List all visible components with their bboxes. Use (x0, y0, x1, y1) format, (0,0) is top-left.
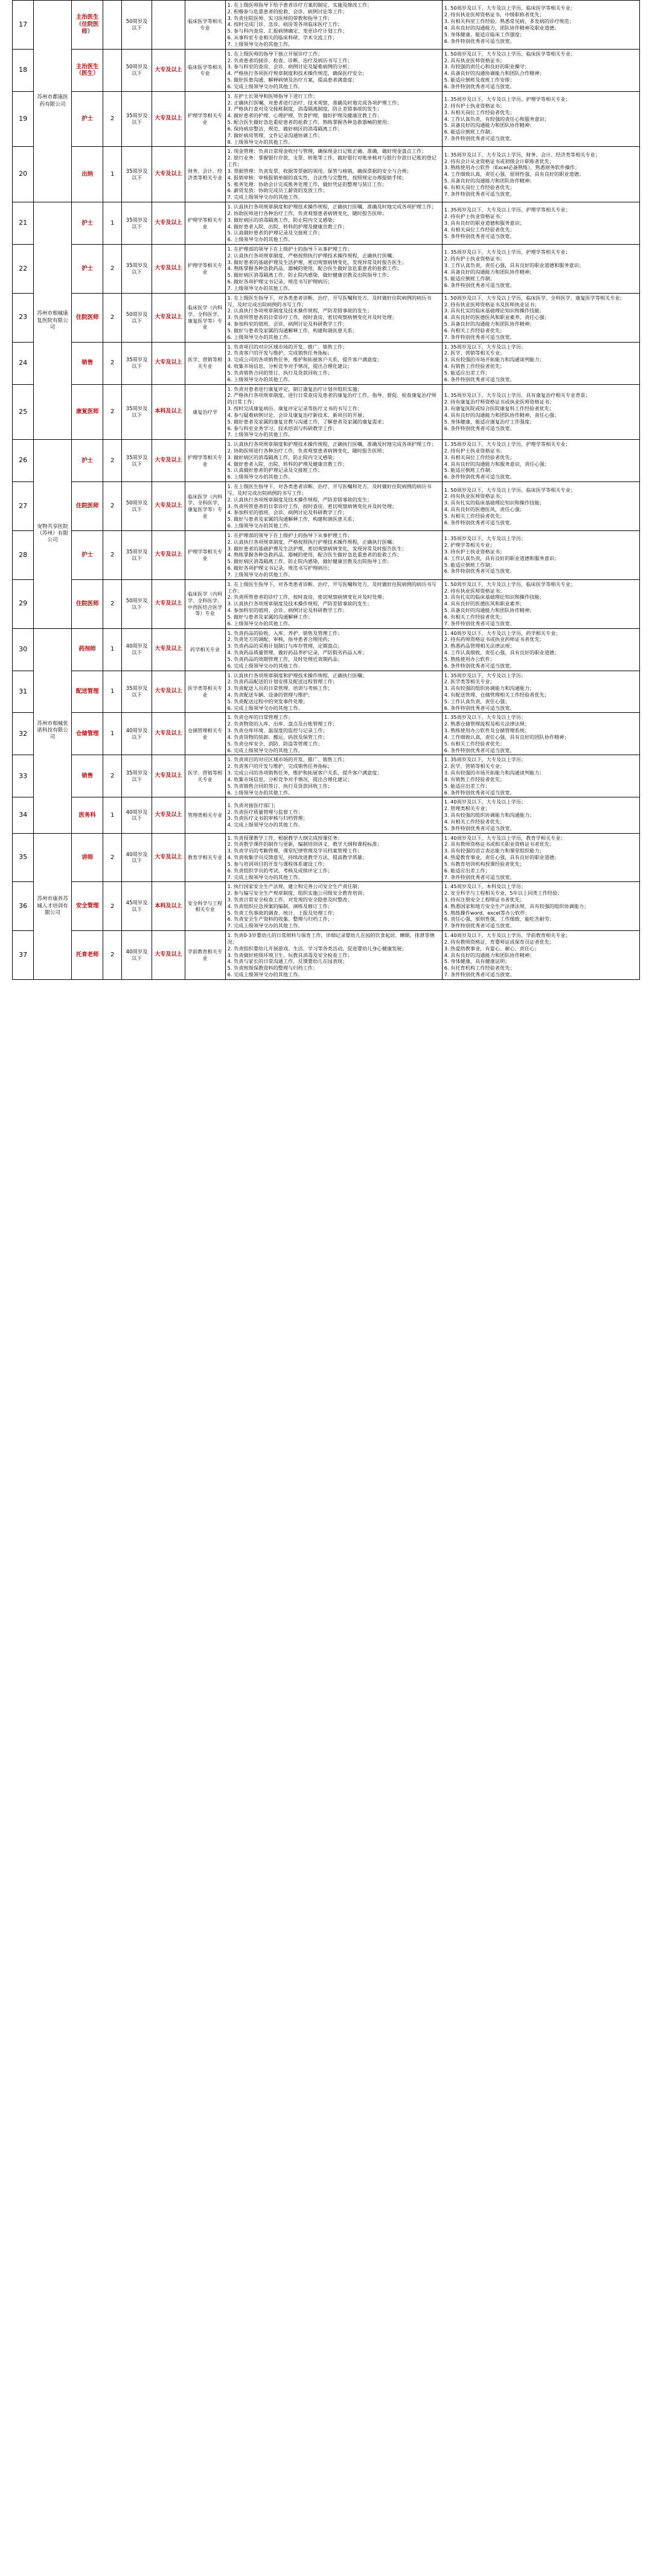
table-row (13, 482, 640, 531)
age-requirement: 35周岁及以下 (122, 440, 152, 482)
row-number: 24 (13, 342, 34, 384)
job-requirements: 1. 35周岁及以下，大专及以上学历，护理学等相关专业； 2. 持有护士执业资格证书； 3. 具有良好的职业道德和服务意识； 4. 有相关岗位工作经验者优先； 5. 条件特别优秀者可适当放宽。 (442, 202, 639, 245)
post-name: 康复医师 (72, 384, 103, 440)
age-requirement: 35周岁及以下 (122, 755, 152, 797)
row-number: 30 (13, 628, 34, 671)
age-requirement: 35周岁及以下 (122, 530, 152, 579)
job-requirements: 1. 35周岁及以下，大专及以上学历，护理学等相关专业； 2. 持有护士执业资格证书； 3. 有相关岗位工作经验者优先； 4. 具有良好的沟通能力和服务意识，责任心强； 5. 能适应倒班工作制； 6. 条件特别优秀者可适当放宽。 (442, 440, 639, 482)
job-requirements: 1. 50周岁及以下，大专及以上学历，临床医学、全科医学、康复医学等相关专业； 2. 持有执业医师资格证书及医师执业证书； 3. 具有扎实的临床基础理论知识和操作技能； 4. 具有良好的医德医风和职业素养，责任心强； 5. 具备良好的沟通能力和团队协作精神； 6. 有相关工作经验者优先； 7. 条件特别优秀者可适当放宽。 (442, 293, 639, 342)
table-row (13, 440, 640, 482)
row-number: 21 (13, 202, 34, 245)
age-requirement: 40周岁及以下 (122, 833, 152, 882)
job-requirements: 1. 40周岁及以下，大专及以上学历，药学相关专业； 2. 持有药师资格证书或执业药师证书者优先； 3. 熟悉药品管理相关法律法规； 4. 工作认真细致，责任心强，具有良好的职业道德； 5. 熟练使用办公软件； 6. 条件特别优秀者可适当放宽。 (442, 628, 639, 671)
headcount (103, 49, 122, 91)
post-name: 护士 (72, 244, 103, 293)
education-requirement: 大专及以上 (152, 440, 185, 482)
education-requirement: 本科及以上 (152, 384, 185, 440)
job-requirements: 1. 40周岁及以下，大专及以上学历； 2. 管理类相关专业； 3. 具有较强的组织协调能力和沟通能力； 4. 有相关工作经验者优先； 5. 条件特别优秀者可适当放宽。 (442, 797, 639, 833)
post-name: 托育老师 (72, 931, 103, 980)
table-row (13, 797, 640, 833)
post-name: 讲师 (72, 833, 103, 882)
post-name: 配送管理 (72, 671, 103, 713)
major-requirement: 康复治疗学 (185, 384, 225, 440)
education-requirement: 大专及以上 (152, 91, 185, 147)
post-name: 主治医生（住院医师） (72, 1, 103, 50)
age-requirement: 40周岁及以下 (122, 797, 152, 833)
headcount: 2 (103, 530, 122, 579)
table-row (13, 882, 640, 931)
job-duties: 1. 现金管理：负责日常现金收付与管理，确保现金日记账正确、准确，做好现金盘点工作； 2. 银行业务：掌握银行存款、支票、转账等工作，做好银行对账单核对与银行存款日记账的登记工作； 3. 票据管理：负责发票、收据等票据的领用、保管与核销，确保票据的安全与合规； 4. 报销审核：审核报销单据的真实性、合法性与完整性，按照规定办理报销手续； 5. 账务处理：协助会计完成账务处理工作，做好凭证的整理与装订工作； 6. 薪资发放：协助完成员工薪资的发放工作； 7. 完成上级领导交办的其他工作。 (225, 147, 442, 202)
job-requirements: 1. 40周岁及以下，大专及以上学历，教育学相关专业； 2. 具有教师资格证书或相关职业资格证书者优先； 3. 具有较强的语言表达能力和课堂组织能力； 4. 热爱教育事业，责任心强，具有良好的职业道德； 5. 有教育培训机构授课经验者优先； 6. 能适应出差工作； 7. 条件特别优秀者可适当放宽。 (442, 833, 639, 882)
major-requirement: 教育学相关专业 (185, 833, 225, 882)
age-requirement: 40周岁及以下 (122, 628, 152, 671)
employer-name: 苏州市康养苏城人才培训有限公司 (34, 833, 72, 979)
job-duties: 1. 负责对接医疗部门； 2. 负责医疗质量管理与监督工作； 3. 负责医疗文书的审核与归档管理； 4. 完成上级领导交办的其他工作。 (225, 797, 442, 833)
job-requirements: 1. 35周岁及以下，大专及以上学历，财务、会计、经济类等相关专业； 2. 持有会计从业资格证书或初级会计职称者优先； 3. 熟练使用办公软件（Excel必备熟练），熟悉财务软件操作； 4. 工作细致认真，责任心强，原则性强，具有良好的职业道德； 5. 具备良好的沟通能力和团队协作精神； 6. 有相关岗位工作经验者优先； 7. 条件特别优秀者可适当放宽。 (442, 147, 639, 202)
major-requirement: 临床医学等相关专业 (185, 1, 225, 50)
post-name: 出纳 (72, 147, 103, 202)
job-duties: 1. 负责授课教学工作，根据教学大纲完成授课任务； 2. 负责教学课件的制作与更新，编制培训讲义、教学大纲和课程标准； 3. 负责学员的考勤管理、课堂纪律管理及学员档案管理工作； 4. 负责收集学员反馈意见，持续改进教学方法，提高教学质量； 5. 参与培训项目的开发与课程体系建设工作； 6. 负责组织学员的考试、考核及成绩评定工作； 7. 完成上级领导交办的其他工作。 (225, 833, 442, 882)
major-requirement: 管理类相关专业 (185, 797, 225, 833)
job-duties: 1. 认真执行各项规章制度和护理技术操作规程，正确执行医嘱； 2. 负责药品配送的计划安排及配送过程管理工作； 3. 负责配送人员的日常管理、培训与考核工作； 4. 负责配送车辆、设备的管理与维护； 5. 负责配送过程中的突发事件处理； 6. 完成上级领导交办的其他工作。 (225, 671, 442, 713)
education-requirement: 大专及以上 (152, 628, 185, 671)
age-requirement: 40周岁及以下 (122, 931, 152, 980)
employer-name: 宠物共享医院（苏州）有限公司 (34, 440, 72, 628)
headcount: 2 (103, 833, 122, 882)
table-row (13, 147, 640, 202)
education-requirement: 本科及以上 (152, 882, 185, 931)
job-duties: 1. 在上级医生指导下，对各类患者诊断、治疗、开写医嘱和处方，及时做好住院病例的病历书写工作； 2. 负责所管患者的诊疗工作，按时查房，密切观察病情变化并及时处理； 3. 认真执行各项规章制度及技术操作规程，严防差错事故的发生； 4. 参加科室的值班、会诊、病例讨论及科研教学工作； 5. 做好与患者及家属的沟通解释工作； 6. 上级领导交办的其他工作。 (225, 579, 442, 628)
job-requirements: 1. 35周岁及以下，大专及以上学历； 2. 医学类等相关专业； 3. 具有较强的组织协调能力和沟通能力； 4. 有配送管理、仓储管理相关工作经验者优先； 5. 工作认真负责，责任心强； 6. 条件特别优秀者可适当放宽。 (442, 671, 639, 713)
table-row (13, 931, 640, 980)
table-body (13, 1, 640, 980)
row-number: 35 (13, 833, 34, 882)
job-requirements: 1. 35周岁及以下，大专及以上学历； 2. 护理学等相关专业； 3. 持有护士执业资格证书； 4. 工作认真负责，具有良好的职业道德和服务意识； 5. 能适应倒班工作制； 6. 条件特别优秀者可适当放宽。 (442, 530, 639, 579)
post-name: 销售 (72, 755, 103, 797)
major-requirement: 药学相关专业 (185, 628, 225, 671)
row-number: 22 (13, 244, 34, 293)
age-requirement: 50周岁及以下 (122, 482, 152, 531)
job-requirements: 1. 35周岁及以下，大专及以上学历； 2. 医学、营销等相关专业； 3. 具有较强的市场开拓能力和沟通谈判能力； 4. 有销售工作经验者优先； 5. 能适应出差工作； 6. 条件特别优秀者可适当放宽。 (442, 342, 639, 384)
education-requirement: 大专及以上 (152, 244, 185, 293)
job-requirements: 1. 40周岁及以下，大专及以上学历，学前教育相关专业； 2. 持有教师资格证、育婴师证或保育员证者优先； 3. 热爱幼教事业，有爱心、耐心、责任心； 4. 具有良好的沟通能力和团队协作精神； 5. 身体健康，具有健康证明； 6. 有托育机构工作经验者优先； 7. 条件特别优秀者可适当放宽。 (442, 931, 639, 980)
post-name: 住院医师 (72, 293, 103, 342)
job-duties: 1. 在护理部的领导下在上级护士的指导下从事护理工作； 2. 认真执行各项规章制度，严格按照执行护理技术操作规程，正确执行医嘱； 3. 做好患者的基础护理及生活护理，密切观察病情变化，发现异常及时报告医生； 4. 熟练掌握各种急救药品、器械的使用，配合医生做好急危重患者的抢救工作； 5. 做好病区消毒隔离工作，防止院内感染，做好健康宣教及出院指导工作； 6. 做好各项护理文书记录，规范书写护理病历； 7. 上级领导交办的其他工作。 (225, 530, 442, 579)
job-requirements: 1. 50周岁及以下，大专及以上学历，临床医学等相关专业； 2. 持有执业医师资格证书； 3. 具有扎实的临床基础理论知识和操作技能； 4. 具有良好的医德医风，责任心强； 5. 有相关工作经验者优先； 6. 条件特别优秀者可适当放宽。 (442, 482, 639, 531)
post-name: 住院医师 (72, 482, 103, 531)
row-number: 17 (13, 1, 34, 50)
row-number: 32 (13, 713, 34, 755)
age-requirement: 35周岁及以下 (122, 91, 152, 147)
age-requirement: 35周岁及以下 (122, 671, 152, 713)
major-requirement: 护理学等相关专业 (185, 440, 225, 482)
table-row (13, 244, 640, 293)
education-requirement: 大专及以上 (152, 293, 185, 342)
row-number: 31 (13, 671, 34, 713)
table-row (13, 530, 640, 579)
row-number: 18 (13, 49, 34, 91)
post-name: 仓储管理 (72, 713, 103, 755)
education-requirement: 大专及以上 (152, 833, 185, 882)
education-requirement: 大专及以上 (152, 202, 185, 245)
education-requirement: 大专及以上 (152, 931, 185, 980)
table-row (13, 671, 640, 713)
major-requirement: 护理学等相关专业 (185, 202, 225, 245)
job-requirements: 1. 35周岁及以下，大专及以上学历，具有康复治疗相关专业背景； 2. 持有康复治疗师资格证书或执业医师资格证书； 3. 有康复医院或综合医院康复科工作经验者优先； 4. 具有良好的沟通能力和团队协作精神，责任心强； 5. 身体健康，能适应康复治疗工作强度； 6. 条件特别优秀者可适当放宽。 (442, 384, 639, 440)
headcount: 1 (103, 202, 122, 245)
row-number: 36 (13, 882, 34, 931)
row-number: 25 (13, 384, 34, 440)
post-name: 护士 (72, 91, 103, 147)
job-posting-table-page (0, 0, 652, 980)
post-name: 主治医生（医生） (72, 49, 103, 91)
employer-name: 苏州市相城康复医院有限公司 (34, 202, 72, 440)
education-requirement: 大专及以上 (152, 671, 185, 713)
job-duties: 1. 负责药品的验收、入库、养护、销售及管理工作； 2. 负责处方的调配、审核，指导患者合理用药； 3. 负责药品的采购计划制订与库存管理，定期盘点； 4. 负责药品质量管理，做好药品养护记录，严防假劣药品入库； 5. 负责药品的效期管理工作，及时处理近效期药品； 6. 完成上级领导交办的其他工作。 (225, 628, 442, 671)
job-duties: 1. 负责0-3岁婴幼儿的日常照料与保育工作，详细记录婴幼儿在园的饮食起居、睡眠、排泄等情况； 2. 负责组织婴幼儿开展游戏、生活、学习等各类活动，促进婴幼儿身心健康发展； 3. 负责做好班级环境卫生、玩教具消毒及安全检查工作； 4. 负责与家长的日常沟通工作，反馈婴幼儿在园表现； 5. 负责班级保教资料的整理与归档工作； 6. 完成上级领导交办的其他工作。 (225, 931, 442, 980)
post-name: 安全管理 (72, 882, 103, 931)
job-requirements: 1. 35周岁及以下，大专及以上学历，护理学等相关专业； 2. 持有护士执业资格证书； 3. 工作认真负责，责任心强，具有良好的职业道德和服务意识； 4. 具备良好的沟通能力和团队协作精神； 5. 能适应倒班工作制； 6. 条件特别优秀者可适当放宽。 (442, 244, 639, 293)
job-requirements: 1. 50周岁及以下，大专及以上学历，临床医学等相关专业； 2. 持有执业医师资格证书； 3. 具有扎实的临床基础理论知识和操作技能； 4. 具有良好的医德医风和职业素养； 5. 具备良好的沟通能力和团队协作精神； 6. 有相关工作经验者优先； 7. 条件特别优秀者可适当放宽。 (442, 579, 639, 628)
post-name: 住院医师 (72, 579, 103, 628)
major-requirement: 医学、营销等相关专业 (185, 342, 225, 384)
employer-name: 苏州市都康医药有限公司 (34, 1, 72, 202)
row-number: 26 (13, 440, 34, 482)
job-requirements: 1. 35周岁及以下，大专及以上学历； 2. 熟悉仓储管理流程及相关法律法规； 3. 熟练使用办公软件及仓储管理系统； 4. 工作细致认真，责任心强，具有良好的团队协作精神； 5. 有相关工作经验者优先； 6. 条件特别优秀者可适当放宽。 (442, 713, 639, 755)
job-duties: 1. 认真执行各项规章制度和护理技术操作规程，正确执行医嘱，准确及时地完成各项护理工作； 2. 协助医师进行各种治疗工作，负责观察患者病情变化，随时报告医师； 3. 做好病区的消毒隔离工作，防止院内交叉感染； 4. 做好患者入院、出院、转科的护理及健康宣教工作； 5. 认真做好患者的护理记录及交接班工作； 6. 上级领导交办的其他工作。 (225, 202, 442, 245)
table-row (13, 49, 640, 91)
row-number: 20 (13, 147, 34, 202)
major-requirement: 临床医学等相关专业 (185, 49, 225, 91)
education-requirement: 大专及以上 (152, 579, 185, 628)
post-name: 护士 (72, 440, 103, 482)
major-requirement: 财务、会计、经济类等相关专业 (185, 147, 225, 202)
age-requirement: 35周岁及以下 (122, 384, 152, 440)
headcount: 2 (103, 579, 122, 628)
table-row (13, 833, 640, 882)
table-row (13, 384, 640, 440)
table-row (13, 342, 640, 384)
job-duties: 1. 在上级医生指导下，对各类患者诊断、治疗、开写医嘱和处方，及时做好住院病例的病历书写，及时完成出院病例的书写工作； 2. 认真执行各项规章制度及技术操作规程，严防差错事故的发生； 3. 负责所管患者的日常诊疗工作，按时查房，密切观察病情变化并及时处理； 4. 参加科室的值班、会诊、病例讨论及科研教学工作； 5. 做好与患者及家属的沟通解释工作，构建和谐医患关系； 6. 上级领导交办的其他工作。 (225, 482, 442, 531)
table-row (13, 755, 640, 797)
education-requirement: 大专及以上 (152, 755, 185, 797)
post-name: 医务科 (72, 797, 103, 833)
headcount: 2 (103, 882, 122, 931)
major-requirement: 医学、营销等相关专业 (185, 755, 225, 797)
table-row (13, 579, 640, 628)
age-requirement: 40周岁及以下 (122, 713, 152, 755)
major-requirement: 护理学等相关专业 (185, 91, 225, 147)
job-requirements: 1. 45周岁及以下，本科及以上学历； 2. 安全科学与工程相关专业，5年以上同类工作经验； 3. 持有注册安全工程师证书者优先； 4. 熟悉国家和地方安全生产法律法规，具有较强的组织协调能力； 5. 熟练操作word、excel等办公软件； 6. 责任心强，原则性强，工作细致，能吃苦耐劳； 7. 条件特别优秀者可适当放宽。 (442, 882, 639, 931)
education-requirement: 大专及以上 (152, 713, 185, 755)
education-requirement (152, 1, 185, 50)
age-requirement: 35周岁及以下 (122, 342, 152, 384)
job-posting-table (12, 0, 640, 980)
headcount: 2 (103, 91, 122, 147)
major-requirement: 仓储管理相关专业 (185, 713, 225, 755)
table-row (13, 628, 640, 671)
row-number: 29 (13, 579, 34, 628)
row-number: 33 (13, 755, 34, 797)
education-requirement: 大专及以上 (152, 147, 185, 202)
post-name: 护士 (72, 202, 103, 245)
post-name: 药剂师 (72, 628, 103, 671)
job-requirements: 1. 35周岁及以下，大专及以上学历，护理学等相关专业； 2. 持有护士执业资格证书； 3. 有相关岗位工作经验者优先； 4. 工作认真负责，有较强的责任心和服务意识； 5. 具备良好的沟通能力和团队协作精神； 6. 能适应倒班工作制； 7. 条件特别优秀者可适当放宽。 (442, 91, 639, 147)
age-requirement: 50周岁及以下 (122, 293, 152, 342)
job-duties: 1. 负责对患者进行康复评定，制订康复治疗计划并组织实施； 2. 严格执行各项规章制度，进行日常查房及患者的康复治疗工作，指导、督促、检查康复治疗师的日常工作； 3. 按时完成康复病历、康复评定记录等医疗文书的书写工作； 4. 参与疑难病例讨论、会诊及康复治疗新技术、新项目的开展； 5. 做好患者及家属的康复宣教与沟通工作，了解患者及家属的康复需求； 6. 参与科室业务学习、技术培训与科研教学工作； 7. 上级领导交办的其他工作。 (225, 384, 442, 440)
job-requirements: 1. 50周岁及以下，大专及以上学历，临床医学等相关专业； 2. 持有执业医师资格证书，中级职称者优先； 3. 有相关科室工作经验，熟悉常见病、多发病的诊疗规范； 4. 具有良好的沟通能力、团队协作精神及职业道德； 5. 身体健康，能适应临床工作强度； 6. 条件特别优秀者可适当放宽。 (442, 1, 639, 50)
education-requirement: 大专及以上 (152, 49, 185, 91)
headcount: 1 (103, 147, 122, 202)
table-row (13, 713, 640, 755)
row-number: 27 (13, 482, 34, 531)
headcount: 2 (103, 755, 122, 797)
age-requirement: 50周岁及以下 (122, 579, 152, 628)
age-requirement: 50周岁及以下 (122, 1, 152, 50)
job-duties: 1. 执行国家安全生产法规，建立和完善公司安全生产责任制； 2. 参与编写安全生产规章制度，组织实施公司级安全教育培训； 3. 负责日常安全检查工作，对发现的安全隐患及时整改； 4. 负责组织应急预案的编制、演练及修订工作； 5. 负责工伤事故的调查、统计、上报及处理工作； 6. 负责安全生产资料的收集、整理与归档工作； 7. 完成上级领导交办的其他工作。 (225, 882, 442, 931)
education-requirement: 大专及以上 (152, 530, 185, 579)
headcount (103, 1, 122, 50)
row-number: 28 (13, 530, 34, 579)
job-duties: 1. 在护士长领导和医师指导下进行工作； 2. 正确执行医嘱，对患者进行治疗、技术观察，准确及时地完成各项护理工作； 3. 严格执行查对及交接班制度，消毒隔离制度，防止差错事故的发生； 4. 做好患者的护理、心理护理、饮食护理，做好护理及健康宣教工作； 5. 配合医生做好急危重症患者的抢救工作，熟练掌握各种急救器械的使用； 6. 保持病房整洁、规范，做好病区的消毒隔离工作； 7. 做好病房管理、文件记录沟通协调工作； 8. 上级领导交办的其他工作。 (225, 91, 442, 147)
job-duties: 1. 在上级医师的指导下独立开展诊疗工作； 2. 负责患者的接诊、检查、诊断、治疗及病历书写工作； 3. 参与科室的查房、会诊、病例讨论及疑难病例的分析； 4. 严格执行各项医疗规章制度和技术操作规范，确保医疗安全； 5. 做好医患沟通，解释病情及治疗方案，提高患者满意度； 6. 完成上级领导交办的其他工作。 (225, 49, 442, 91)
job-duties: 1. 负责项目的对应区域市场的开发、推广、销售工作； 2. 负责客户的开发与维护，完成销售任务指标； 3. 完成公司的各项销售任务，维护和拓展客户关系，提升客户满意度； 4. 收集市场信息，分析竞争对手情况，提出合理化建议； 5. 负责销售合同的签订、执行及货款回收工作； 6. 上级领导交办的其他工作。 (225, 755, 442, 797)
headcount: 2 (103, 293, 122, 342)
job-requirements: 1. 35周岁及以下，大专及以上学历； 2. 医学、营销等相关专业； 3. 具有较强的市场开拓能力和沟通谈判能力； 4. 有销售工作经验者优先； 5. 能适应出差工作； 6. 条件特别优秀者可适当放宽。 (442, 755, 639, 797)
headcount: 1 (103, 797, 122, 833)
major-requirement: 临床医学（内科学、全科医学、康复医学等）专业 (185, 293, 225, 342)
major-requirement: 护理学等相关专业 (185, 244, 225, 293)
table-row (13, 91, 640, 147)
job-duties: 1. 在上级医师指导下给予患者诊疗方案的制定、实施及修改工作； 2. 积极参与危重患者的抢救、会诊、病例讨论等工作； 3. 负责住院医师、实习医师的带教和指导工作； 4. 按时完成门诊、急诊、病房等各项临床医疗工作； 5. 参与科内查房、汇报病情确定、变更诊疗计划工作； 6. 从事科室专业相关的临床科研、学术交流工作； 7. 上级领导交办的其他工作。 (225, 1, 442, 50)
job-duties: 1. 负责项目的对应区域市场的开发、推广、销售工作； 2. 负责客户的开发与维护，完成销售任务指标； 3. 完成公司的各项销售任务，维护和拓展客户关系，提升客户满意度； 4. 收集市场信息，分析竞争对手情况，提出合理化建议； 5. 负责销售合同的签订、执行及货款回收工作； 6. 上级领导交办的其他工作。 (225, 342, 442, 384)
headcount: 2 (103, 440, 122, 482)
age-requirement: 35周岁及以下 (122, 147, 152, 202)
major-requirement: 临床医学（内科学、全科医学、中西医结合医学等）专业 (185, 579, 225, 628)
job-duties: 1. 负责仓库的日常管理工作； 2. 负责物资的入库、出库、盘点及台账管理工作； 3. 负责仓库环境、温湿度的监控与记录工作； 4. 负责货物的装卸、搬运、码放及保管工作； 5. 负责仓库安全、消防、防盗等管理工作； 6. 完成上级领导交办的其他工作。 (225, 713, 442, 755)
headcount: 1 (103, 671, 122, 713)
age-requirement: 35周岁及以下 (122, 202, 152, 245)
major-requirement: 学前教育相关专业 (185, 931, 225, 980)
table-row (13, 293, 640, 342)
headcount: 1 (103, 628, 122, 671)
education-requirement: 大专及以上 (152, 797, 185, 833)
job-duties: 1. 在上级医生指导下，对各类患者诊断、治疗、开写医嘱和处方，及时做好住院病例的病历书写，及时完成出院病例的书写工作； 2. 认真执行各项规章制度及技术操作规程，严防差错事故的发生； 3. 负责所管患者的日常诊疗工作，按时查房，密切观察病情变化并及时处理； 4. 参加科室的值班、会诊、病例讨论及科研教学工作； 5. 做好与患者及家属的沟通解释工作，构建和谐医患关系； 6. 上级领导交办的其他工作。 (225, 293, 442, 342)
major-requirement: 医学类等相关专业 (185, 671, 225, 713)
post-name: 销售 (72, 342, 103, 384)
job-duties: 1. 认真执行各项规章制度和护理技术操作规程，正确执行医嘱，准确及时地完成各项护理工作； 2. 协助医师进行各种治疗工作，负责观察患者病情变化，随时报告医师； 3. 做好病区的消毒隔离工作，防止院内交叉感染； 4. 做好患者入院、出院、转科的护理及健康宣教工作； 5. 认真做好患者的护理记录及交接班工作； 6. 上级领导交办的其他工作。 (225, 440, 442, 482)
headcount: 2 (103, 244, 122, 293)
headcount: 2 (103, 384, 122, 440)
job-duties: 1. 在护理部的领导下在上级护士的指导下从事护理工作； 2. 认真执行各项规章制度，严格按照执行护理技术操作规程，正确执行医嘱； 3. 做好患者的基础护理及生活护理，密切观察病情变化，发现异常及时报告医生； 4. 熟练掌握各种急救药品、器械的使用，配合医生做好急危重患者的抢救工作； 5. 做好病区消毒隔离工作，防止院内感染，做好健康宣教及出院指导工作； 6. 做好各项护理文书记录，规范书写护理病历； 7. 上级领导交办的其他工作。 (225, 244, 442, 293)
age-requirement: 35周岁及以下 (122, 244, 152, 293)
education-requirement: 大专及以上 (152, 482, 185, 531)
age-requirement: 45周岁及以下 (122, 882, 152, 931)
row-number: 19 (13, 91, 34, 147)
headcount: 2 (103, 482, 122, 531)
job-requirements: 1. 50周岁及以下，大专及以上学历，临床医学等相关专业； 2. 具有执业医师资格证书； 3. 有较强的责任心和良好的职业操守； 4. 具备良好的沟通协调能力和团队合作精神； 5. 能适应倒班及夜班工作安排； 6. 条件特别优秀者可适当放宽。 (442, 49, 639, 91)
row-number: 34 (13, 797, 34, 833)
headcount: 2 (103, 342, 122, 384)
employer-name: 苏州市相城优诺科技有限公司 (34, 628, 72, 833)
headcount: 1 (103, 713, 122, 755)
headcount: 2 (103, 931, 122, 980)
major-requirement: 安全科学与工程相关专业 (185, 882, 225, 931)
post-name: 护士 (72, 530, 103, 579)
major-requirement: 护理学等相关专业 (185, 530, 225, 579)
education-requirement: 大专及以上 (152, 342, 185, 384)
table-row (13, 1, 640, 50)
row-number: 37 (13, 931, 34, 980)
row-number: 23 (13, 293, 34, 342)
age-requirement: 50周岁及以下 (122, 49, 152, 91)
table-row (13, 202, 640, 245)
major-requirement: 临床医学（内科学、全科医学、康复医学等）专业 (185, 482, 225, 531)
